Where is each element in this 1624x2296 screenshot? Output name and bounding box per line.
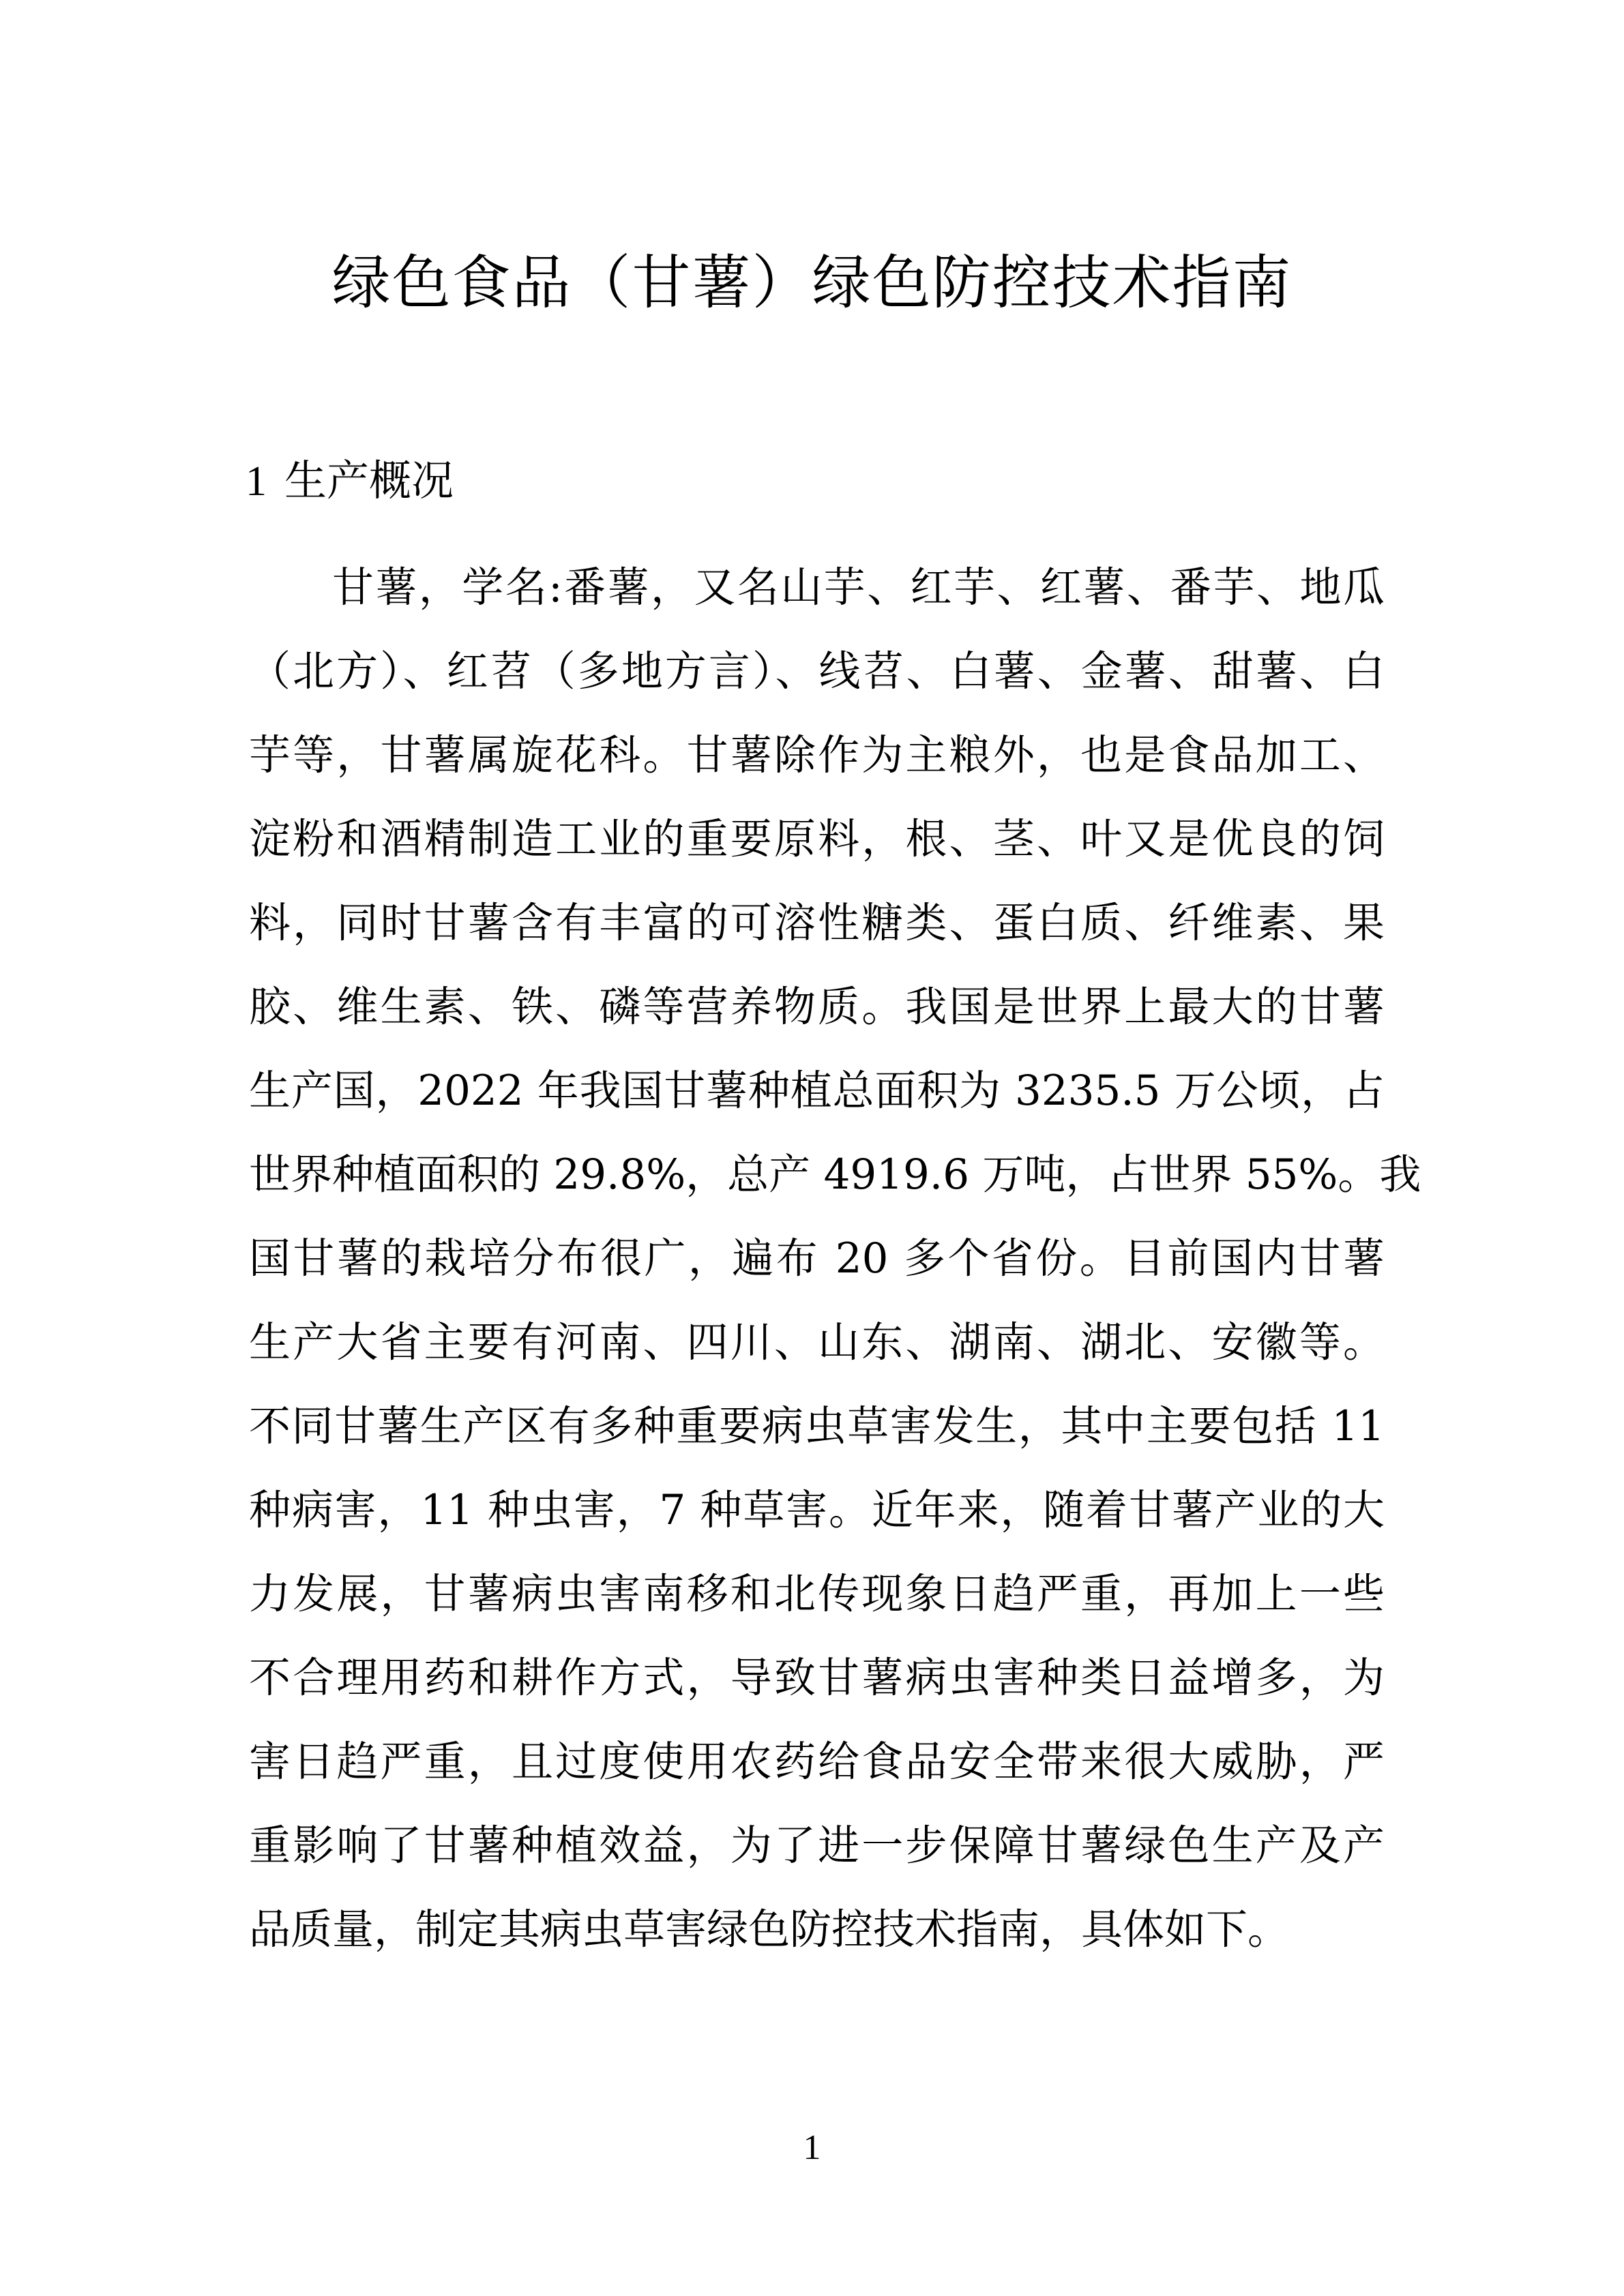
paragraph-line: 淀粉和酒精制造工业的重要原料，根、茎、叶又是优良的饲 [249, 815, 1385, 863]
paragraph-line: 重影响了甘薯种植效益，为了进一步保障甘薯绿色生产及产 [249, 1821, 1385, 1870]
page-number: 1 [803, 2128, 821, 2167]
paragraph-line: 种病害，11 种虫害，7 种草害。近年来，随着甘薯产业的大 [249, 1486, 1385, 1534]
paragraph-line: 料，同时甘薯含有丰富的可溶性糖类、蛋白质、纤维素、果 [249, 899, 1385, 947]
document-title: 绿色食品（甘薯）绿色防控技术指南 [331, 249, 1293, 317]
paragraph-line: 生产国，2022 年我国甘薯种植总面积为 3235.5 万公顷，占 [249, 1067, 1385, 1115]
paragraph-line: 胶、维生素、铁、磷等营养物质。我国是世界上最大的甘薯 [249, 983, 1385, 1031]
paragraph-line: 品质量，制定其病虫草害绿色防控技术指南，具体如下。 [249, 1905, 1290, 1954]
body-paragraph [249, 546, 1421, 1971]
paragraph-line: 力发展，甘薯病虫害南移和北传现象日趋严重，再加上一些 [249, 1570, 1385, 1618]
paragraph-line: 害日趋严重，且过度使用农药给食品安全带来很大威胁，严 [249, 1738, 1385, 1786]
paragraph-line: 芋等，甘薯属旋花科。甘薯除作为主粮外，也是食品加工、 [249, 731, 1385, 779]
paragraph-line: 不同甘薯生产区有多种重要病虫草害发生，其中主要包括 11 [249, 1402, 1385, 1450]
paragraph-line: 甘薯，学名:番薯，又名山芋、红芋、红薯、番芋、地瓜 [332, 563, 1385, 612]
section-number: 1 [246, 458, 267, 505]
section-heading [246, 453, 454, 509]
section-heading-text: 生产概况 [284, 456, 454, 505]
paragraph-line: （北方）、红苕（多地方言）、线苕、白薯、金薯、甜薯、白 [249, 647, 1385, 696]
paragraph-line: 世界种植面积的 29.8%，总产 4919.6 万吨，占世界 55%。我 [249, 1150, 1421, 1199]
paragraph-line: 国甘薯的栽培分布很广，遍布 20 多个省份。目前国内甘薯 [249, 1234, 1385, 1283]
paragraph-line: 生产大省主要有河南、四川、山东、湖南、湖北、安徽等。 [249, 1318, 1385, 1367]
paragraph-line: 不合理用药和耕作方式，导致甘薯病虫害种类日益增多，为 [249, 1654, 1385, 1702]
